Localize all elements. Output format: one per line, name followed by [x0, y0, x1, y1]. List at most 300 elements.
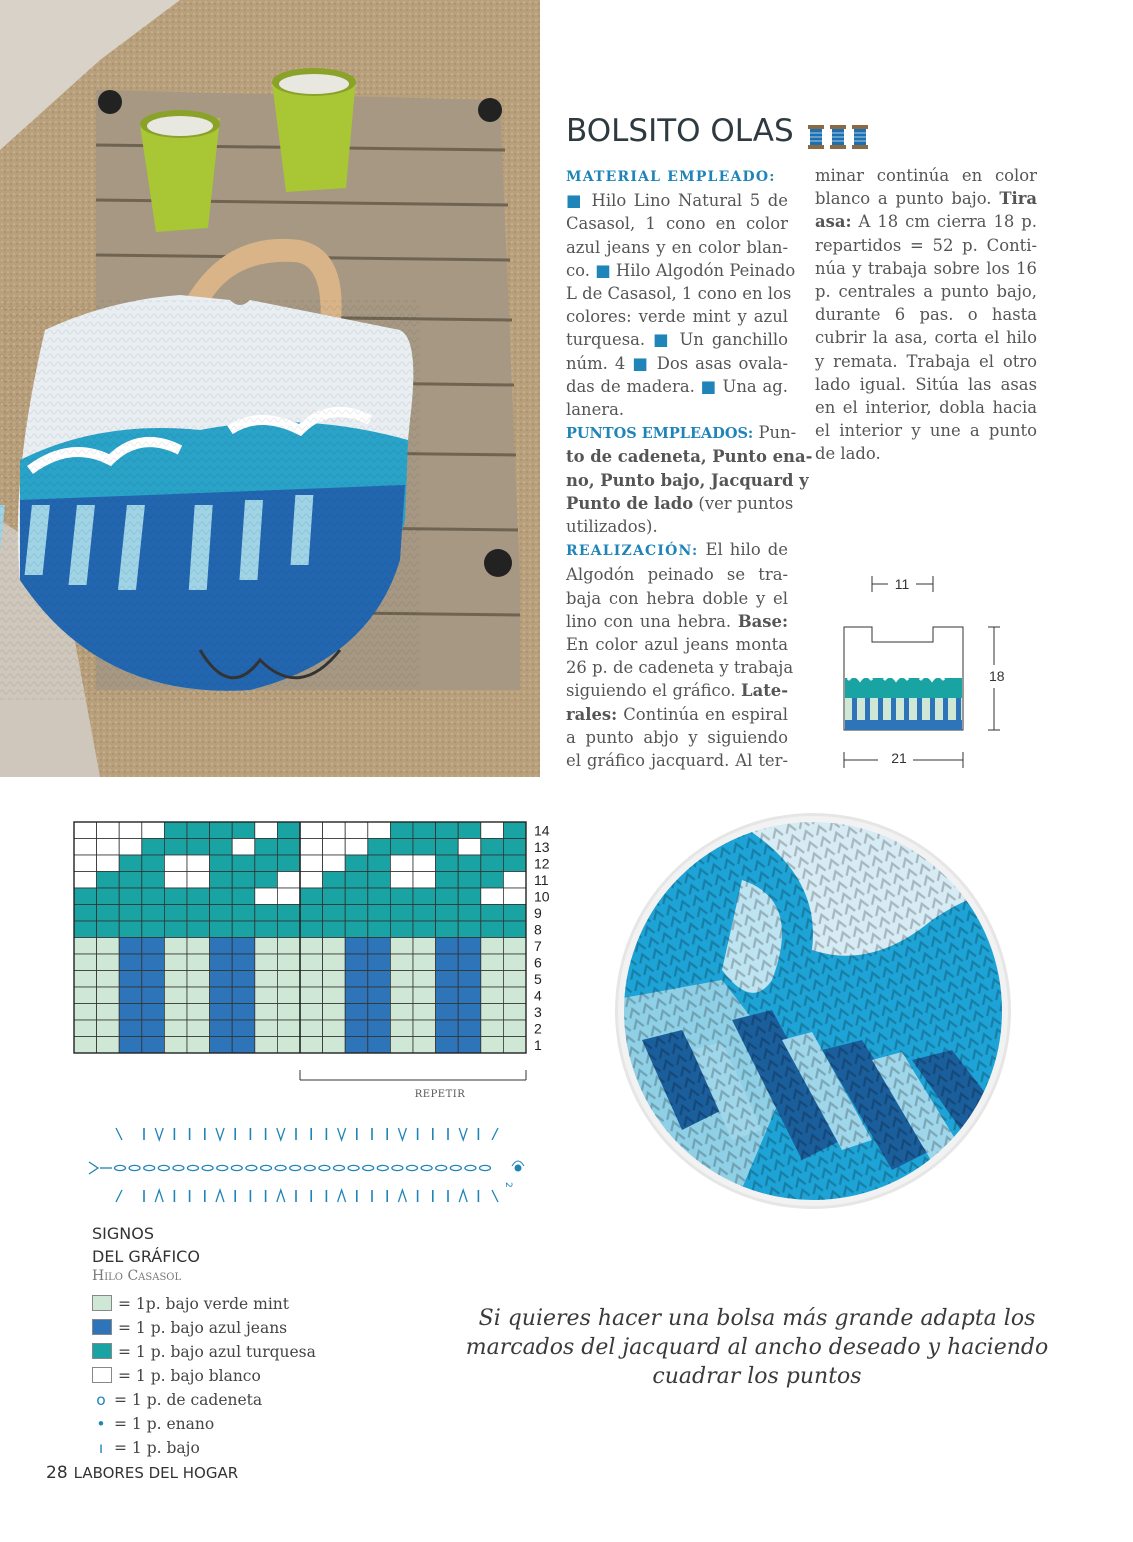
- chart-cell: [277, 872, 300, 889]
- chart-cell: [413, 1004, 436, 1021]
- chart-cell: [142, 872, 165, 889]
- text-line-content: MATERIAL EMPLEADO:: [566, 169, 776, 185]
- chart-cell: [210, 1020, 233, 1037]
- text-line: [566, 259, 796, 282]
- chart-cell: [187, 938, 210, 955]
- chart-cell: [119, 954, 142, 971]
- chain-stitch-mark: [304, 1165, 315, 1170]
- text-line-content: lanera.: [566, 400, 625, 420]
- color-swatch-icon: [92, 1319, 112, 1335]
- increase-stitch-mark: [277, 1128, 285, 1140]
- chart-cell: [210, 888, 233, 905]
- chart-cell: [436, 888, 459, 905]
- legend-label: = 1 p. bajo: [114, 1439, 200, 1457]
- chart-cell: [368, 921, 391, 938]
- chart-cell: [368, 971, 391, 988]
- edge-stitch-mark: [116, 1128, 122, 1140]
- text-line: [815, 280, 1037, 303]
- chart-cell: [481, 1020, 504, 1037]
- chart-cell: [74, 921, 97, 938]
- text-line: [566, 563, 788, 586]
- chart-cell: [232, 954, 255, 971]
- row-number-label: 1: [534, 1037, 542, 1053]
- chart-cell: [97, 1037, 120, 1054]
- text-line: [566, 305, 788, 328]
- tip-text: Si quieres hacer una bolsa más grande adapta los marcados del jacquard al ancho deseado y haciendo cuadrar los puntos: [465, 1306, 1049, 1389]
- chart-cell: [119, 822, 142, 839]
- text-line: [566, 164, 788, 189]
- chart-cell: [232, 971, 255, 988]
- chart-cell: [458, 1004, 481, 1021]
- chart-cell: [368, 938, 391, 955]
- text-line-content: Casasol, 1 cono en color: [566, 214, 788, 234]
- text-line: [566, 445, 813, 468]
- row-number-label: 14: [534, 822, 550, 839]
- chart-cell: [210, 938, 233, 955]
- text-line-content: siguiendo el gráfico.: [566, 681, 742, 701]
- bullet-square-icon: ■: [653, 330, 672, 350]
- chart-cell: [74, 855, 97, 872]
- chart-cell: [97, 839, 120, 856]
- chart-cell: [390, 954, 413, 971]
- chart-cell: [119, 938, 142, 955]
- chain-stitch-mark: [421, 1165, 432, 1170]
- text-line-content: colores: verde mint y azul: [566, 307, 788, 327]
- chart-cell: [277, 905, 300, 922]
- legend-item: [92, 1293, 289, 1315]
- chart-cell: [368, 1037, 391, 1054]
- chart-cell: [119, 1037, 142, 1054]
- text-line-content: blanco a punto bajo.: [815, 189, 1000, 209]
- text-line: [566, 587, 788, 610]
- chart-cell: [142, 954, 165, 971]
- chart-cell: [74, 905, 97, 922]
- increase-stitch-mark: [155, 1128, 163, 1140]
- text-line-content: to de cadeneta, Punto ena-: [566, 447, 813, 467]
- legend-title-line-2: DEL GRÁFICO: [92, 1247, 200, 1266]
- chart-cell: [164, 872, 187, 889]
- chart-cell: [390, 839, 413, 856]
- chart-cell: [210, 872, 233, 889]
- chart-cell: [277, 987, 300, 1004]
- chart-cell: [210, 987, 233, 1004]
- chart-cell: [74, 1004, 97, 1021]
- instructions-column-1: [566, 164, 813, 772]
- chart-cell: [187, 872, 210, 889]
- chart-cell: [368, 888, 391, 905]
- chart-cell: [142, 855, 165, 872]
- text-line-content: turquesa. ■ Un ganchillo: [566, 330, 788, 350]
- chart-cell: [458, 822, 481, 839]
- chart-cell: [142, 1037, 165, 1054]
- text-line: [566, 679, 788, 702]
- chart-cell: [323, 855, 346, 872]
- chart-cell: [458, 1037, 481, 1054]
- chart-cell: [119, 888, 142, 905]
- chart-cell: [503, 905, 526, 922]
- bullet-square-icon: ■: [566, 191, 584, 211]
- row-number-label: 7: [534, 938, 542, 954]
- chart-cell: [97, 1004, 120, 1021]
- chart-cell: [458, 987, 481, 1004]
- chart-cell: [142, 921, 165, 938]
- chart-cell: [119, 1020, 142, 1037]
- chart-cell: [458, 954, 481, 971]
- legend-item: [92, 1413, 214, 1435]
- text-line-rest: El hilo de: [698, 540, 788, 560]
- chart-cell: [345, 938, 368, 955]
- chart-cell: [119, 921, 142, 938]
- chart-cell: [300, 855, 323, 872]
- chain-stitch-mark: [465, 1165, 476, 1170]
- chain-stitch-mark: [450, 1165, 461, 1170]
- chart-cell: [300, 839, 323, 856]
- text-line: [566, 236, 788, 259]
- chart-cell: [232, 888, 255, 905]
- legend-item: [92, 1341, 316, 1363]
- text-line-content: a punto abjo y siguiendo: [566, 727, 788, 747]
- text-line-content: minar continúa en color: [815, 166, 1037, 185]
- increase-stitch-mark: [338, 1190, 346, 1202]
- chart-cell: [210, 905, 233, 922]
- text-line-content: lino con una hebra.: [566, 611, 738, 631]
- chart-cell: [503, 888, 526, 905]
- chart-cell: [142, 905, 165, 922]
- text-line: [566, 189, 788, 212]
- chart-cell: [164, 971, 187, 988]
- chart-cell: [277, 1037, 300, 1054]
- chart-cell: [255, 888, 278, 905]
- chart-cell: [210, 921, 233, 938]
- increase-stitch-mark: [277, 1190, 285, 1202]
- text-line-content: L de Casasol, 1 cono en los: [566, 284, 792, 304]
- row-number-label: 9: [534, 905, 542, 921]
- chart-cell: [323, 872, 346, 889]
- text-line-content: Algodón peinado se tra-: [566, 565, 788, 585]
- chart-cell: [413, 954, 436, 971]
- repeat-label: REPETIR: [414, 1089, 466, 1100]
- legend-item: [92, 1437, 200, 1459]
- chart-cell: [97, 971, 120, 988]
- text-line-content: REALIZACIÓN:: [566, 543, 699, 560]
- chart-cell: [503, 954, 526, 971]
- chart-cell: [436, 921, 459, 938]
- chart-cell: [390, 872, 413, 889]
- chart-cell: [232, 1020, 255, 1037]
- chart-cell: [481, 855, 504, 872]
- chart-cell: [458, 888, 481, 905]
- chart-cell: [255, 822, 278, 839]
- stitch-symbol-icon: o: [96, 1391, 106, 1409]
- text-line: [566, 610, 788, 633]
- text-line-content: ■ Hilo Lino Natural 5 de: [566, 191, 788, 211]
- chart-cell: [436, 1020, 459, 1037]
- chart-cell: [368, 987, 391, 1004]
- chart-cell: [436, 872, 459, 889]
- chart-cell: [323, 1004, 346, 1021]
- chain-stitch-mark: [334, 1165, 345, 1170]
- increase-stitch-mark: [398, 1128, 406, 1140]
- chart-cell: [142, 1004, 165, 1021]
- chart-cell: [300, 1037, 323, 1054]
- chart-cell: [481, 921, 504, 938]
- chart-cell: [345, 1037, 368, 1054]
- text-line: [566, 538, 788, 563]
- detail-photo-circle: [612, 810, 1014, 1212]
- chain-stitch-mark: [115, 1165, 126, 1170]
- chart-cell: [187, 855, 210, 872]
- increase-stitch-mark: [216, 1128, 224, 1140]
- chart-cell: [458, 839, 481, 856]
- chart-cell: [97, 872, 120, 889]
- chart-cell: [458, 855, 481, 872]
- chart-cell: [277, 822, 300, 839]
- instructions-column-2: [815, 164, 1037, 466]
- chart-cell: [481, 971, 504, 988]
- svg-text:2: 2: [503, 1182, 513, 1188]
- text-line: [566, 328, 788, 351]
- text-line-content: núa y trabaja sobre los 16: [815, 258, 1037, 278]
- chart-cell: [390, 938, 413, 955]
- text-line-rest: Pun-: [753, 423, 797, 443]
- chart-cell: [232, 921, 255, 938]
- chart-cell: [210, 954, 233, 971]
- text-line: [815, 326, 1037, 349]
- chart-cell: [300, 905, 323, 922]
- chart-cell: [323, 987, 346, 1004]
- chart-cell: [187, 905, 210, 922]
- chart-cell: [300, 938, 323, 955]
- chart-cell: [413, 905, 436, 922]
- chart-cell: [436, 855, 459, 872]
- chart-cell: [255, 872, 278, 889]
- chart-cell: [323, 954, 346, 971]
- text-line: [566, 703, 788, 726]
- chain-stitch-mark: [217, 1165, 228, 1170]
- text-line-content: asa:: [815, 212, 852, 232]
- text-line-content: el interior y une a punto: [815, 421, 1037, 441]
- chart-cell: [277, 888, 300, 905]
- row-number-label: 2: [534, 1020, 542, 1037]
- chart-cell: [97, 888, 120, 905]
- row-number-label: 10: [534, 888, 550, 905]
- chart-cell: [368, 905, 391, 922]
- difficulty-spools-icon: [806, 124, 870, 150]
- chart-cell: [481, 1004, 504, 1021]
- text-line-content: das de madera. ■ Una ag.: [566, 376, 788, 396]
- text-line: [566, 749, 788, 772]
- chart-cell: [345, 954, 368, 971]
- bag-photo: [0, 0, 540, 777]
- chart-cell: [390, 971, 413, 988]
- increase-stitch-mark: [338, 1128, 346, 1140]
- chart-cell: [323, 839, 346, 856]
- chart-cell: [164, 888, 187, 905]
- chain-stitch-mark: [290, 1165, 301, 1170]
- chart-cell: [368, 855, 391, 872]
- chart-cell: [481, 822, 504, 839]
- chart-cell: [232, 1004, 255, 1021]
- chart-cell: [503, 872, 526, 889]
- chart-cell: [323, 1020, 346, 1037]
- chain-stitch-mark: [348, 1165, 359, 1170]
- chart-cell: [345, 839, 368, 856]
- chart-cell: [390, 1037, 413, 1054]
- text-line: [566, 726, 788, 749]
- chart-cell: [232, 938, 255, 955]
- chart-cell: [97, 822, 120, 839]
- text-line-rest: (ver puntos: [693, 493, 794, 513]
- text-line: [815, 350, 1037, 373]
- chart-cell: [390, 888, 413, 905]
- chart-cell: [210, 839, 233, 856]
- chart-cell: [323, 905, 346, 922]
- text-line-rest: Continúa en espiral: [617, 704, 788, 724]
- chart-cell: [277, 839, 300, 856]
- chart-cell: [164, 987, 187, 1004]
- chart-cell: [119, 971, 142, 988]
- text-line: [566, 375, 788, 398]
- chart-cell: [413, 938, 436, 955]
- text-line: [815, 442, 1037, 465]
- legend-label: = 1 p. de cadeneta: [114, 1391, 263, 1409]
- chart-cell: [323, 1037, 346, 1054]
- chart-cell: [436, 954, 459, 971]
- text-line: [566, 633, 788, 656]
- text-line-content: en el interior, dobla hacia: [815, 398, 1037, 418]
- legend-label: = 1 p. bajo blanco: [118, 1367, 261, 1385]
- chart-cell: [481, 839, 504, 856]
- chart-cell: [368, 1004, 391, 1021]
- chart-cell: [97, 905, 120, 922]
- text-line-content: repartidos = 52 p. Conti-: [815, 235, 1037, 255]
- chart-cell: [97, 921, 120, 938]
- chart-cell: [390, 921, 413, 938]
- chain-stitch-mark: [392, 1165, 403, 1170]
- chart-cell: [436, 822, 459, 839]
- text-line: [566, 398, 788, 421]
- legend-label: = 1p. bajo verde mint: [118, 1295, 290, 1313]
- legend-title-line-1: SIGNOS: [92, 1224, 154, 1243]
- chart-cell: [345, 921, 368, 938]
- chart-cell: [481, 888, 504, 905]
- chart-cell: [142, 822, 165, 839]
- page-footer: [46, 1463, 238, 1483]
- chart-cell: [413, 822, 436, 839]
- chart-cell: [323, 971, 346, 988]
- increase-stitch-mark: [155, 1190, 163, 1202]
- chart-cell: [74, 971, 97, 988]
- chart-cell: [300, 987, 323, 1004]
- edge-stitch-mark: [116, 1190, 122, 1202]
- jacquard-chart: [70, 818, 570, 1103]
- row-number-label: 12: [534, 855, 550, 872]
- chart-cell: [187, 839, 210, 856]
- schematic-height-dimension: 18: [989, 668, 1005, 684]
- chart-cell: [255, 987, 278, 1004]
- text-line-content: utilizados).: [566, 517, 658, 537]
- chart-cell: [503, 839, 526, 856]
- chart-cell: [187, 1020, 210, 1037]
- chart-cell: [323, 888, 346, 905]
- chart-cell: [368, 954, 391, 971]
- chart-cell: [255, 971, 278, 988]
- chart-cell: [232, 855, 255, 872]
- chart-cell: [503, 822, 526, 839]
- text-line-content: núm. 4 ■ Dos asas ovala-: [566, 353, 788, 373]
- chart-cell: [300, 1020, 323, 1037]
- chart-cell: [300, 921, 323, 938]
- chart-cell: [277, 971, 300, 988]
- chain-stitch-mark: [246, 1165, 257, 1170]
- chart-cell: [345, 1004, 368, 1021]
- chart-cell: [74, 872, 97, 889]
- text-line: [815, 303, 1037, 326]
- chart-cell: [390, 822, 413, 839]
- chart-cell: [142, 839, 165, 856]
- chart-cell: [232, 1037, 255, 1054]
- chart-cell: [74, 888, 97, 905]
- chart-cell: [458, 872, 481, 889]
- bold-term: Tira: [999, 189, 1037, 209]
- chart-cell: [390, 855, 413, 872]
- bold-term: Late-: [741, 681, 788, 701]
- chain-stitch-mark: [144, 1165, 155, 1170]
- chart-cell: [436, 1037, 459, 1054]
- chart-cell: [232, 872, 255, 889]
- chart-cell: [368, 822, 391, 839]
- text-line: [815, 373, 1037, 396]
- chart-cell: [458, 921, 481, 938]
- chart-cell: [119, 905, 142, 922]
- chart-cell: [481, 1037, 504, 1054]
- edge-stitch-mark: [492, 1128, 498, 1140]
- text-line-content: Punto de lado: [566, 493, 694, 513]
- chart-cell: [413, 839, 436, 856]
- chart-cell: [390, 1004, 413, 1021]
- text-line-content: baja con hebra doble y el: [566, 588, 788, 608]
- chain-stitch-mark: [275, 1165, 286, 1170]
- chart-cell: [503, 938, 526, 955]
- chart-cell: [436, 839, 459, 856]
- chart-cell: [277, 938, 300, 955]
- chart-cell: [119, 872, 142, 889]
- chart-cell: [277, 855, 300, 872]
- chart-cell: [119, 987, 142, 1004]
- legend-label: = 1 p. bajo azul jeans: [118, 1319, 288, 1337]
- text-line-content: cubrir la asa, corta el hilo: [815, 328, 1037, 348]
- chart-cell: [255, 855, 278, 872]
- chart-cell: [97, 938, 120, 955]
- bag-schematic: [838, 570, 1018, 770]
- chart-cell: [142, 987, 165, 1004]
- chart-cell: [142, 938, 165, 955]
- chart-cell: [97, 1020, 120, 1037]
- bold-term: Base:: [737, 611, 788, 631]
- chart-cell: [345, 905, 368, 922]
- legend-title: [92, 1222, 200, 1268]
- chart-cell: [503, 987, 526, 1004]
- chain-stitch-mark: [319, 1165, 330, 1170]
- chart-cell: [255, 905, 278, 922]
- chart-cell: [255, 839, 278, 856]
- chart-cell: [413, 1020, 436, 1037]
- page-title: BOLSITO OLAS: [566, 113, 794, 149]
- chart-cell: [255, 1004, 278, 1021]
- text-line: [815, 187, 1037, 210]
- bullet-square-icon: ■: [595, 260, 611, 280]
- chart-cell: [436, 971, 459, 988]
